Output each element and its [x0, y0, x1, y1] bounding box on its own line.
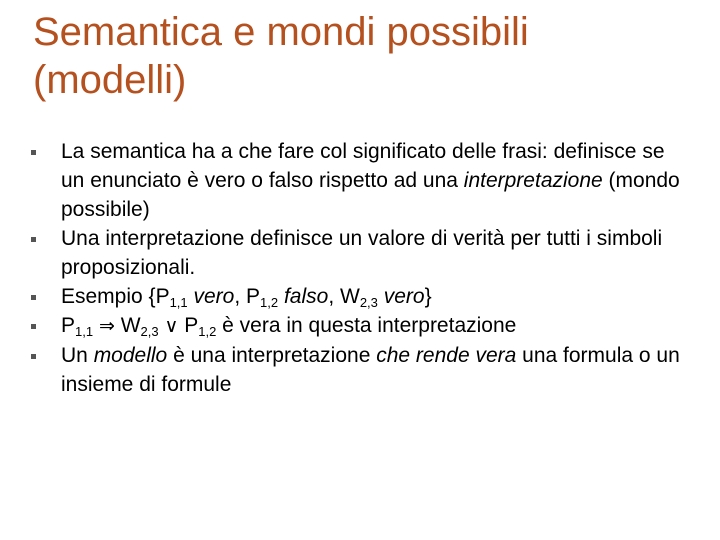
slide-title [33, 8, 693, 104]
bullet-text: è una interpretazione [167, 344, 377, 367]
bullet-text: è vera in questa interpretazione [216, 314, 517, 337]
square-bullet-icon [31, 237, 36, 242]
square-bullet-icon [31, 354, 36, 359]
symbol-p: P [61, 314, 76, 337]
bullet-text: Una interpretazione definisce un valore di verità per tutti i simboli proposizionali. [61, 227, 663, 279]
symbol-w: W [120, 314, 141, 337]
separator: , [328, 285, 340, 308]
truth-value: vero [383, 285, 425, 308]
title-line-1: Semantica e mondi possibili [33, 10, 529, 54]
subscript: 2,3 [359, 295, 378, 310]
truth-value: falso [283, 285, 329, 308]
symbol-p: P [184, 314, 199, 337]
bullet-text: (mondo possibile) [61, 169, 680, 221]
bullet-item-interpretazione [33, 224, 693, 282]
symbol-p: P [155, 285, 170, 308]
implies-symbol: ⇒ [98, 315, 115, 337]
title-line-2: (modelli) [33, 58, 187, 102]
bullet-italic-term: che rende vera [376, 344, 517, 367]
subscript: 1,1 [75, 324, 94, 339]
truth-value: vero [193, 285, 235, 308]
subscript: 1,2 [260, 295, 279, 310]
bullet-item-semantica [33, 137, 693, 224]
symbol-w: W [340, 285, 360, 308]
square-bullet-icon [31, 295, 36, 300]
subscript: 1,2 [198, 324, 217, 339]
bullet-text: una formula o un insieme di formule [61, 344, 680, 396]
or-symbol: ∨ [164, 315, 179, 337]
bullet-italic-term: interpretazione [463, 169, 603, 192]
bullet-text: Un [61, 344, 94, 367]
bullet-text: } [424, 285, 432, 308]
square-bullet-icon [31, 150, 36, 155]
bullet-item-formula [33, 311, 693, 341]
bullet-item-esempio [33, 282, 693, 311]
symbol-p: P [246, 285, 261, 308]
bullet-item-modello [33, 341, 693, 399]
bullet-italic-term: modello [93, 344, 168, 367]
subscript: 2,3 [140, 324, 159, 339]
square-bullet-icon [31, 324, 36, 329]
bullet-text: La semantica ha a che fare col significato delle frasi: definisce se un enunciato è vero o falso rispetto ad una [61, 140, 665, 192]
separator: , [234, 285, 247, 308]
subscript: 1,1 [169, 295, 188, 310]
bullet-list [33, 137, 693, 399]
bullet-text: Esempio { [61, 285, 156, 308]
